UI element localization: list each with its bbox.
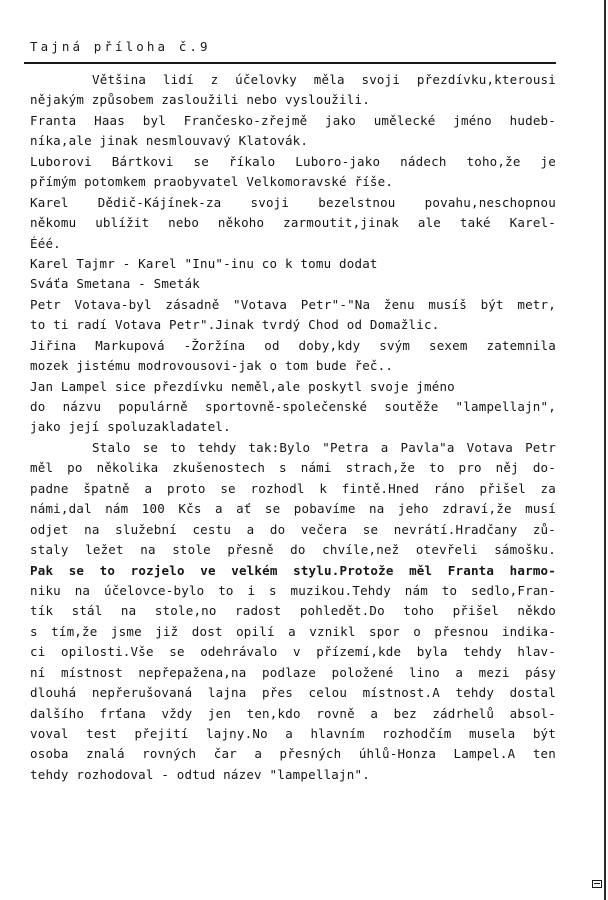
text-line: níka,ale jinak nesmlouvavý Klatovák.	[30, 133, 309, 149]
page-edge-line	[604, 0, 606, 900]
text-line: ci opilosti.Vše se odehrávalo v přízemí,kde byla tehdy hlav-	[30, 644, 556, 660]
text-line: Luborovi Bártkovi se říkalo Luboro-jako nádech toho,že je	[30, 153, 556, 169]
text-line: Jan Lampel sice přezdívku neměl,ale poskytl svoje jméno	[30, 378, 455, 394]
header-rule	[24, 62, 556, 64]
text-line: to ti radí Votava Petr".Jinak tvrdý Chod od Domažlic.	[30, 317, 440, 333]
text-line: Petr Votava-byl zásadně "Votava Petr"-"Na ženu musíš být metr,	[30, 296, 556, 312]
text-line: Většina lidí z účelovky měla svoji přezdívku,kterousi	[92, 72, 556, 87]
text-line: s tím,že jsme již dost opilí a vznikl spor o přesnou indika-	[30, 623, 556, 639]
text-line: Stalo se to tehdy tak:Bylo "Petra a Pavla"a Votava Petr	[92, 439, 556, 455]
text-line: jako její spoluzakladatel.	[30, 419, 231, 435]
text-line: tík stál na stole,no radost pohledět.Do toho přišel někdo	[30, 603, 556, 619]
text-line: měl po několika zkušenostech s námi strach,že to pro něj do-	[30, 460, 556, 476]
text-line: tehdy rozhodoval - odtud název "lampellajn".	[30, 766, 370, 782]
text-line: dalšího frťana vždy jen ten,kdo rovně a bez zádrhelů absol-	[30, 705, 556, 721]
text-line: přímým potomkem praobyvatel Velkomoravské říše.	[30, 174, 394, 190]
text-line: staly ležet na stole přesně do chvíle,než otevřeli sámošku.	[30, 542, 556, 558]
body-text	[30, 70, 556, 785]
page-title: Tajná příloha č.9	[30, 39, 211, 54]
text-line: dlouhá nepřerušovaná lajna přes celou místnost.A tehdy dostal	[30, 685, 556, 701]
text-line: Pak se to rozjelo ve velkém stylu.Protože měl Franta harmo-	[30, 562, 556, 578]
text-line: osoba znalá rovných čar a přesných úhlů-Honza Lampel.A ten	[30, 746, 556, 762]
text-line: padne špatně a proto se rozhodl k fintě.Hned ráno přišel za	[30, 480, 556, 496]
text-line: Karel Tajmr - Karel "Inu"-inu co k tomu dodat	[30, 255, 378, 271]
text-line: námi,dal nám 100 Kčs a ať se pobavíme na jeho zdraví,že musí	[30, 501, 556, 517]
text-line: někomu ublížit nebo někoho zarmoutit,jinak ale také Karel-	[30, 215, 556, 231]
text-line: do názvu populárně sportovně-společenské soutěže "lampellajn",	[30, 399, 556, 414]
text-line: odjet na služební cestu a do večera se nevrátí.Hradčany zů-	[30, 521, 556, 537]
text-line: Karel Dědič-Kájínek-za svoji bezelstnou povahu,neschopnou	[30, 194, 556, 210]
text-line: nějakým způsobem zasloužili nebo vysloužili.	[30, 92, 370, 108]
text-line: Sváťa Smetana - Smeták	[30, 276, 200, 292]
text-line: niku na účelovce-bylo to i s muzikou.Tehdy nám to sedlo,Fran-	[30, 582, 556, 598]
text-line: voval test přejití lajny.No a hlavním rozhodčím musela být	[30, 726, 556, 741]
page-corner-mark-icon	[592, 880, 602, 888]
text-line: ní místnost nepřepažena,na podlaze položené lino a mezi pásy	[30, 664, 556, 680]
text-line: Ééé.	[30, 235, 61, 251]
text-line: mozek jistému modrovousovi-jak o tom bude řeč..	[30, 358, 394, 374]
text-line: Jiřina Markupová -Žoržína od doby,kdy svým sexem zatemnila	[30, 337, 556, 353]
text-line: Franta Haas byl Frančesko-zřejmě jako umělecké jméno hudeb-	[30, 112, 556, 128]
